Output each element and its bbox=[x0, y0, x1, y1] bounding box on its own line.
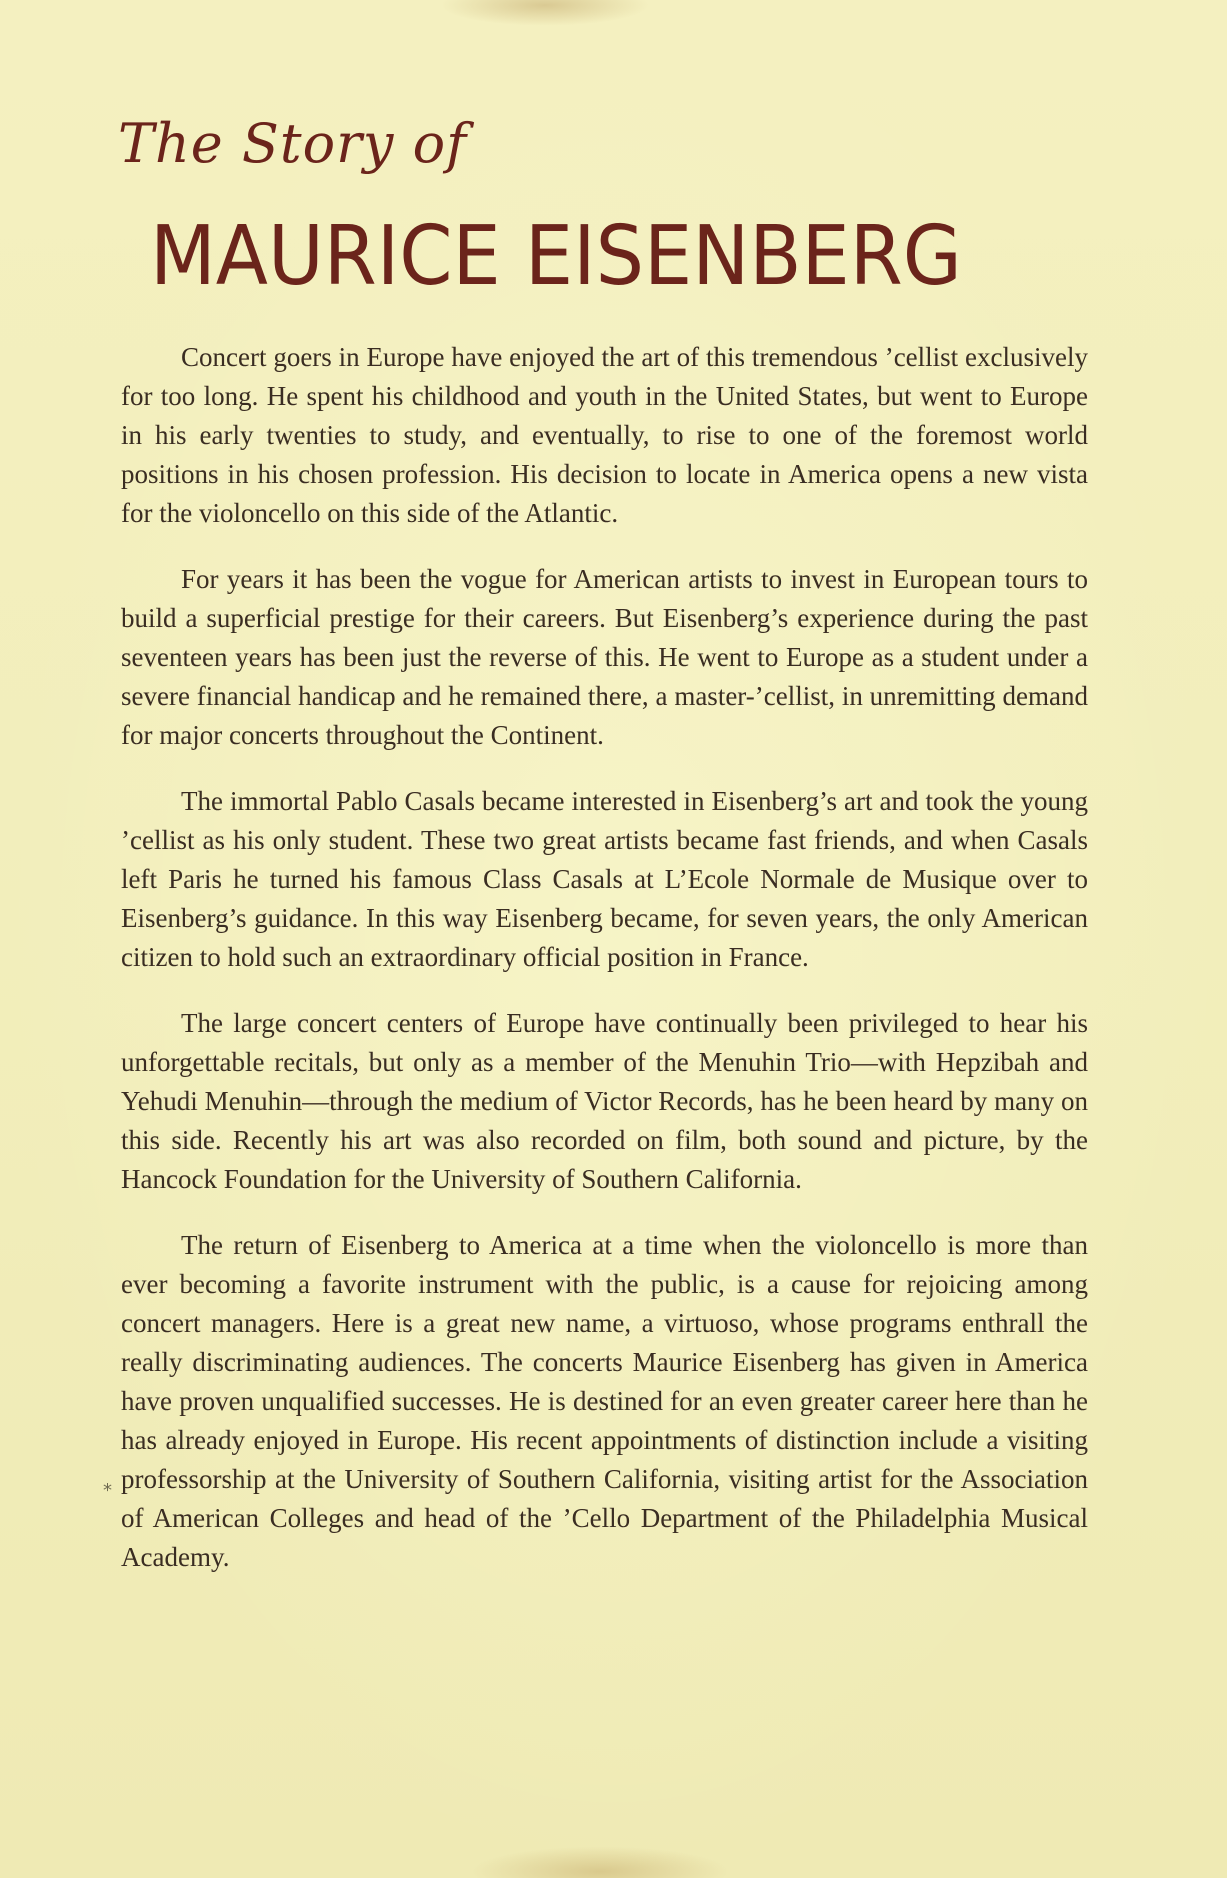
paper-stain-top bbox=[440, 0, 650, 26]
paragraph-3: The immortal Pablo Casals became interested in Eisenberg’s art and took the young ’cellist as his only student. These two great artists became fast friends, and when Casals left Paris he turned his famous Class Casals at L’Ecole Normale de Musique over to Eisenberg’s guidance. In this way Eisenberg became, for seven years, the only American citizen to hold such an extraordinary official position in France. bbox=[121, 786, 1088, 972]
document-subtitle: The Story of bbox=[118, 112, 468, 175]
margin-mark: * bbox=[103, 1480, 112, 1501]
paragraph-4: The large concert centers of Europe have continually been privileged to hear his unforgettable recitals, but only as a member of the Menuhin Trio—with Hepzibah and Yehudi Menuhin—through the medium of Victor Records, has he been heard by many on this side. Recently his art was also recorded on film, both sound and picture, by the Hancock Foundation for the University of Southern California. bbox=[121, 1008, 1088, 1194]
paper-stain-bottom bbox=[470, 1846, 730, 1878]
paragraph-5: The return of Eisenberg to America at a time when the violoncello is more than ever becoming a favorite instrument with the public, is a cause for rejoicing among concert managers. Here is a great new name, a virtuoso, whose programs enthrall the really discriminating audiences. The concerts Maurice Eisenberg has given in America have proven unqualified successes. He is destined for an even greater career here than he has already enjoyed in Europe. His recent appointments of distinction include a visiting professorship at the University of Southern California, visiting artist for the Association of American Colleges and head of the ’Cello Department of the Philadelphia Musical Academy. bbox=[121, 1230, 1088, 1572]
article-body bbox=[121, 338, 1088, 1604]
paragraph-1: Concert goers in Europe have enjoyed the art of this tremendous ’cellist exclusively for too long. He spent his childhood and youth in the United States, but went to Europe in his early twenties to study, and eventually, to rise to one of the foremost world positions in his chosen profession. His decision to locate in America opens a new vista for the violoncello on this side of the Atlantic. bbox=[121, 342, 1088, 528]
paragraph-2: For years it has been the vogue for American artists to invest in European tours to build a superficial prestige for their careers. But Eisenberg’s experience during the past seventeen years has been just the reverse of this. He went to Europe as a student under a severe financial handicap and he remained there, a master-’cellist, in unremitting demand for major concerts throughout the Continent. bbox=[121, 564, 1088, 750]
document-title: MAURICE EISENBERG bbox=[150, 209, 962, 304]
